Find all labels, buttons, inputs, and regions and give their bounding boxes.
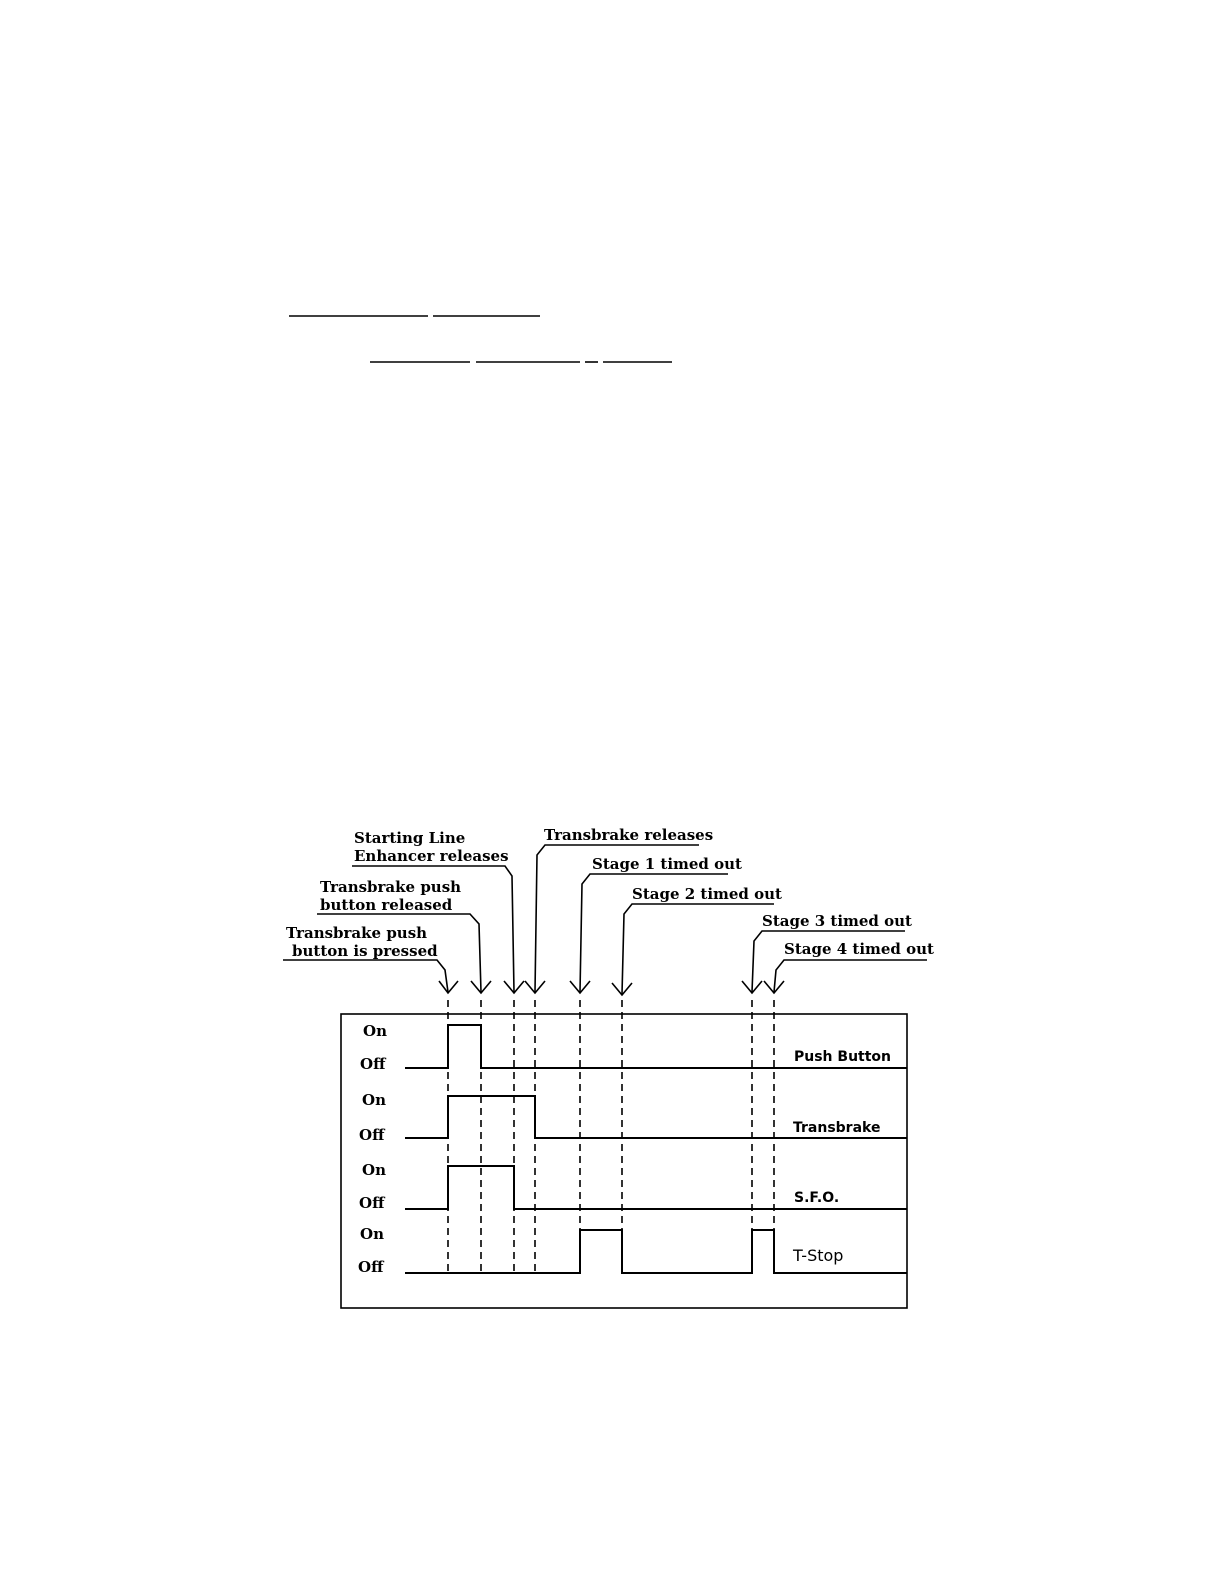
signal-transbrake: [359, 1091, 907, 1144]
event-label: Transbrake push: [320, 878, 462, 896]
level-label-on: On: [360, 1225, 384, 1243]
event-label: Stage 2 timed out: [632, 885, 782, 903]
header-rules: [289, 316, 672, 362]
level-label-on: On: [363, 1022, 387, 1040]
event-callout-s2: [612, 885, 782, 995]
level-label-off: Off: [360, 1055, 386, 1073]
event-callout-s1: [570, 855, 742, 993]
signal-name: T-Stop: [793, 1246, 844, 1265]
arrow-icon: [439, 981, 458, 993]
signal-push-button: [360, 1022, 907, 1073]
event-label: Transbrake releases: [544, 826, 714, 844]
event-label: Starting Line: [354, 829, 466, 847]
level-label-off: Off: [358, 1258, 384, 1276]
level-label-off: Off: [359, 1194, 385, 1212]
leader-line: [774, 960, 927, 992]
signal-name: S.F.O.: [794, 1190, 840, 1206]
event-label: Transbrake push: [286, 924, 428, 942]
leader-line: [622, 904, 774, 994]
level-label-on: On: [362, 1091, 386, 1109]
signal-sfo: [359, 1161, 907, 1212]
event-callout-press: [283, 924, 458, 993]
event-markers: [448, 1000, 774, 1272]
level-label-on: On: [362, 1161, 386, 1179]
event-label: button released: [320, 896, 453, 914]
event-label: Stage 4 timed out: [784, 940, 934, 958]
event-callout-tb: [525, 826, 713, 993]
event-label: Stage 3 timed out: [762, 912, 912, 930]
event-label: Stage 1 timed out: [592, 855, 742, 873]
leader-line: [283, 960, 448, 992]
signal-name: Push Button: [794, 1049, 892, 1065]
signal-name: Transbrake: [793, 1120, 881, 1136]
event-label: Enhancer releases: [354, 847, 509, 865]
level-label-off: Off: [359, 1126, 385, 1144]
signal-t-stop: [358, 1225, 907, 1276]
event-callouts: [283, 826, 934, 995]
event-callout-s4: [764, 940, 934, 993]
event-label: button is pressed: [292, 942, 438, 960]
